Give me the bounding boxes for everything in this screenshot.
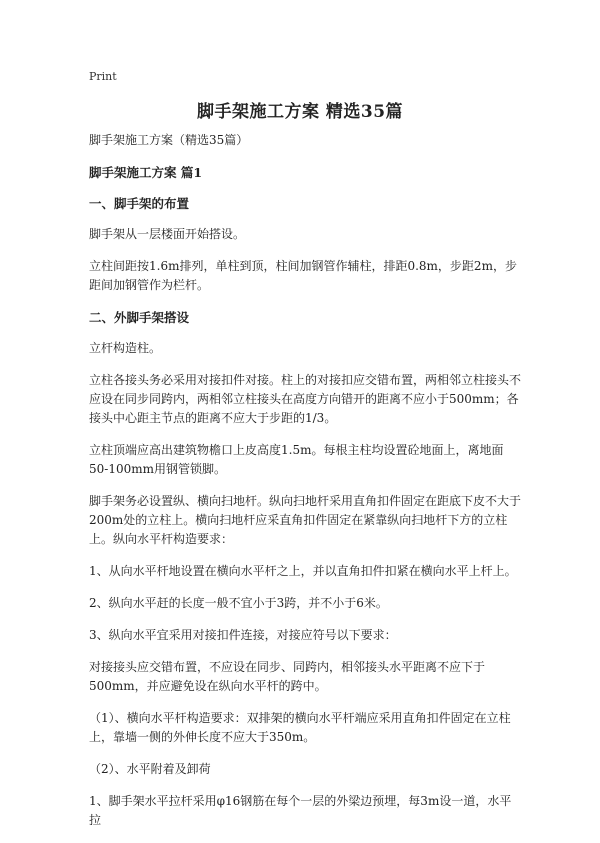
paragraph: 1、脚手架水平拉杆采用φ16钢筋在每个一层的外梁边预埋，每3m设一道，水平拉 (89, 794, 512, 827)
paragraph: 立柱各接头务必采用对接扣件对接。柱上的对接扣应交错布置，两相邻立柱接头不应设在同步同跨内，两相邻立柱接头在高度方向错开的距离不应小于500mm；各接头中心距主节点的距离不应大于步距的1/3。 (89, 373, 522, 425)
paragraph: （2）、水平附着及卸荷 (89, 762, 211, 776)
paragraph: 脚手架务必设置纵、横向扫地杆。纵向扫地杆采用直角扣件固定在距底下皮不大于200m处的立柱上。横向扫地杆应采直角扣件固定在紧靠纵向扫地杆下方的立柱上。纵向水平杆构造要求： (89, 494, 522, 546)
paragraph: 3、纵向水平宜采用对接扣件连接，对接应符号以下要求： (89, 628, 397, 642)
paragraph: （1）、横向水平杆构造要求：双排架的横向水平杆端应采用直角扣件固定在立柱上，靠墙一侧的外伸长度不应大于350m。 (89, 711, 511, 744)
paragraph: 脚手架从一层楼面开始搭设。 (89, 227, 246, 241)
heading-layout: 一、脚手架的布置 (89, 196, 190, 211)
document-body (89, 131, 521, 843)
paragraph: 1、从向水平杆地设置在横向水平杆之上，并以直角扣件扣紧在横向水平上杆上。 (89, 564, 517, 578)
paragraph: 立杆构造柱。 (89, 341, 162, 355)
heading-external-scaffold: 二、外脚手架搭设 (89, 310, 190, 325)
paragraph: 立柱间距按1.6m排列，单柱到顶，柱间加钢管作辅柱，排距0.8m，步距2m，步距间加钢管作为栏杆。 (89, 259, 517, 292)
paragraph: 立柱顶端应高出建筑物檐口上皮高度1.5m。每根主柱均设置砼地面上，离地面50-100mm用钢管锁脚。 (89, 443, 504, 476)
paragraph: 对接接头应交错布置，不应设在同步、同跨内，相邻接头水平距离不应下于500mm，并应避免设在纵向水平杆的跨中。 (89, 660, 486, 693)
page-title: 脚手架施工方案 精选35篇 (196, 102, 404, 122)
print-label[interactable]: Print (89, 70, 117, 83)
subtitle: 脚手架施工方案（精选35篇） (89, 133, 249, 147)
paragraph: 2、纵向水平赶的长度一般不宜小于3跨，并不小于6米。 (89, 596, 388, 610)
section-title: 脚手架施工方案 篇1 (89, 165, 203, 180)
